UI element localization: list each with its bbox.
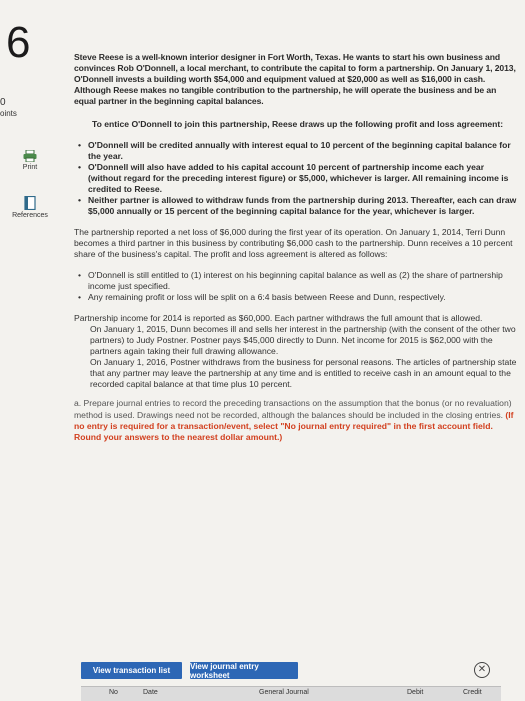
list-item: • O'Donnell will also have added to his capital account 10 percent of partnership income each year (without regard for the preceding interest figure) or $5,000, whichever is larger. All remaining income is credited to Reese. xyxy=(74,162,517,195)
view-journal-worksheet-button[interactable]: View journal entry worksheet xyxy=(190,662,298,679)
list-item: • Neither partner is allowed to withdraw funds from the partnership during 2013. Thereafter, each can draw $5,000 annually or 15 percent of the beginning capital balance for the year, whichever is larger. xyxy=(74,195,517,217)
agreement-list xyxy=(74,140,517,218)
column-header-general-journal: General Journal xyxy=(259,689,309,696)
requirement-text: a. Prepare journal entries to record the preceding transactions on the assumption that the bonus (or no revaluation) method is used. Drawings need not be recorded, although the balances should be included in the closing entries. xyxy=(74,398,512,420)
requirement-paragraph xyxy=(74,398,517,442)
requirement-instruction: (If no entry is required for a transaction/event, select "No journal entry required" in the first account field. Round your answers to the nearest dollar amount.) xyxy=(74,409,514,442)
list-item: • O'Donnell is still entitled to (1) interest on his beginning capital balance as well as (2) the share of partnership income just specified. xyxy=(74,270,517,292)
problem-content xyxy=(74,52,517,443)
column-header-debit: Debit xyxy=(407,689,424,696)
list-item: • O'Donnell will be credited annually with interest equal to 10 percent of the beginning capital balance for the year. xyxy=(74,140,517,162)
loss-paragraph: The partnership reported a net loss of $6,000 during the first year of its operation. On January 1, 2014, Terri Dunn becomes a third partner in this business by contributing $6,000 cash to the partnership. Dunn receives a 10 percent share of the business's capital. The profit and loss agreement is altered as follows: xyxy=(74,227,513,260)
column-header-credit: Credit xyxy=(463,689,482,696)
column-header-date: Date xyxy=(143,689,158,696)
event-2015-paragraph: On January 1, 2015, Dunn becomes ill and sells her interest in the partnership (with the consent of the other two partners) to Judy Postner. Postner pays $45,000 directly to Dunn. Net income for 2015 is $62,000 with the partners again taking their full drawing allowance. xyxy=(90,323,516,357)
entice-paragraph: To entice O'Donnell to join this partnership, Reese draws up the following profit and loss agreement: xyxy=(92,119,504,130)
references-label: References xyxy=(12,212,48,219)
print-label: Print xyxy=(22,164,38,171)
column-header-no: No xyxy=(109,689,118,696)
income-2014-paragraph: Partnership income for 2014 is reported as $60,000. Each partner withdraws the full amount that is allowed. xyxy=(74,312,483,323)
points-value: 0 xyxy=(0,97,6,108)
altered-agreement-list xyxy=(74,270,517,303)
question-number: 6 xyxy=(6,18,31,67)
event-2016-paragraph: On January 1, 2016, Postner withdraws from the business for personal reasons. The articles of partnership state that any partner may leave the partnership at any time and is entitled to receive cash in an amount equal to the recorded capital balance at that time plus 10 percent. xyxy=(90,357,517,390)
book-icon xyxy=(24,196,36,210)
journal-table-header xyxy=(81,686,501,701)
list-item: • Any remaining profit or loss will be split on a 6:4 basis between Reese and Dunn, respectively. xyxy=(74,292,517,303)
printer-icon xyxy=(23,150,37,162)
references-tool[interactable] xyxy=(0,196,60,219)
points-label: oints xyxy=(0,109,17,118)
print-tool[interactable] xyxy=(0,150,60,171)
intro-paragraph: Steve Reese is a well-known interior designer in Fort Worth, Texas. He wants to start his own business and convinces Rob O'Donnell, a local merchant, to contribute the capital to form a partnership. On January 1, 2013, O'Donnell invests a building worth $54,000 and equipment valued at $20,000 as well as $16,000 in cash. Although Reese makes no tangible contribution to the partnership, he will operate the business and be an equal partner in the beginning capital balances. xyxy=(74,52,516,107)
view-transaction-list-button[interactable]: View transaction list xyxy=(81,662,182,679)
close-icon[interactable]: ✕ xyxy=(474,662,490,678)
